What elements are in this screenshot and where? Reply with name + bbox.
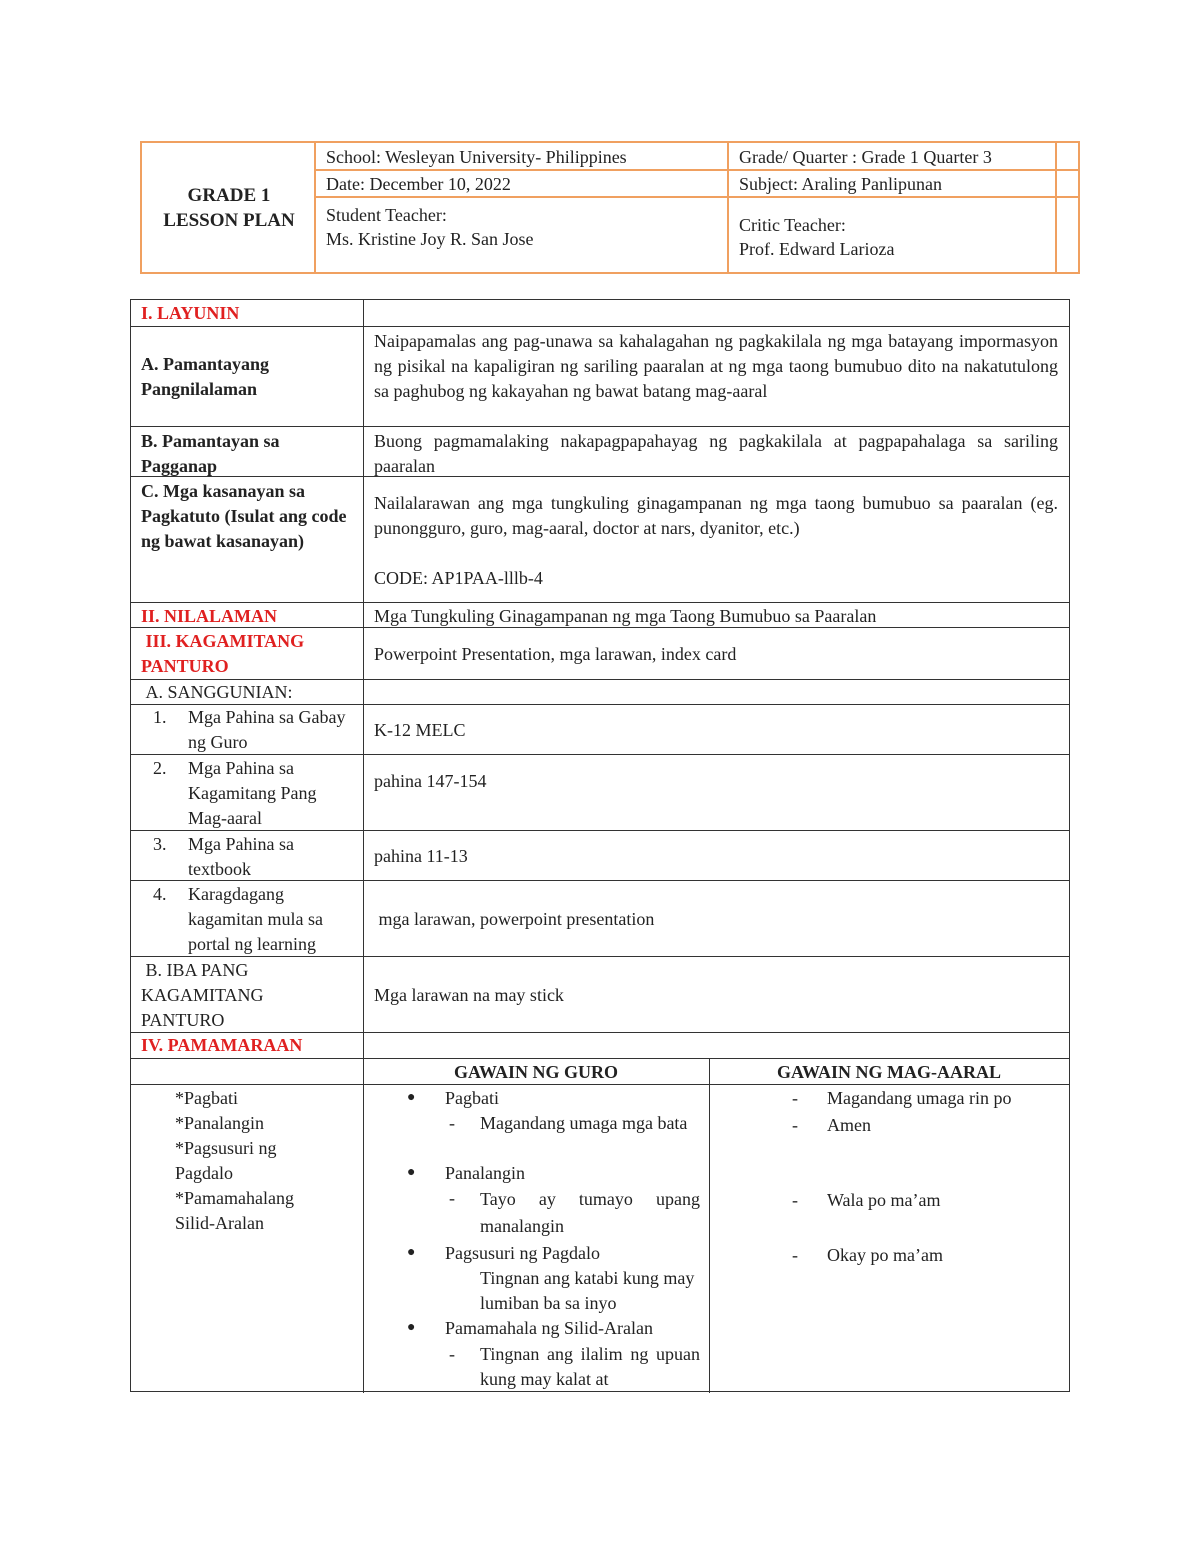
sanggunian-num-3: 3. — [153, 834, 167, 854]
mag-aaral-response: Wala po ma’am — [827, 1190, 941, 1210]
sanggunian-value-4: mga larawan, powerpoint presentation — [374, 909, 655, 929]
sanggunian-num-1: 1. — [153, 707, 167, 727]
guro-pagbati: Pagbati — [445, 1088, 499, 1108]
pamantayang-pangnilalaman-text: Naipapamalas ang pag-unawa sa kahalagahan ng pagkakilala ng mga batayang impormasyon ng pisikal na kapaligiran ng sariling paaralan at ng mga taong bumubuo dito na nakatutulong sa paghubog ng kakayahan ng bawat batang mag-aaral — [374, 331, 1058, 401]
guro-pagsusuri: Pagsusuri ng Pagdalo — [445, 1243, 600, 1263]
lesson-plan-title: GRADE 1 LESSON PLAN — [163, 184, 295, 231]
dash-icon: - — [792, 1088, 798, 1108]
bullet-icon: ● — [407, 1165, 416, 1180]
sanggunian-label-1: Mga Pahina sa Gabay ng Guro — [188, 707, 346, 752]
mag-aaral-response: Okay po ma’am — [827, 1245, 943, 1265]
date-field: Date: December 10, 2022 — [326, 174, 511, 194]
kasanayan-code: CODE: AP1PAA-lllb-4 — [374, 568, 543, 588]
layunin-heading: I. LAYUNIN — [141, 303, 240, 323]
sanggunian-num-4: 4. — [153, 884, 167, 904]
bullet-icon: ● — [407, 1245, 416, 1260]
dash-icon: - — [792, 1245, 798, 1265]
pamantayan-pagganap-text: Buong pagmamalaking nakapagpapahayag ng pagkakilala at pagpapahalaga sa sariling paaralan — [374, 431, 1058, 476]
critic-teacher-field: Critic Teacher: Prof. Edward Larioza — [739, 215, 895, 259]
sanggunian-num-2: 2. — [153, 758, 167, 778]
sanggunian-label-2: Mga Pahina sa Kagamitang Pang Mag-aaral — [188, 758, 317, 828]
sanggunian-label: A. SANGGUNIAN: — [145, 682, 293, 702]
kagamitan-text: Powerpoint Presentation, mga larawan, index card — [374, 644, 737, 664]
dash-icon: - — [792, 1190, 798, 1210]
sanggunian-value-2: pahina 147-154 — [374, 771, 487, 791]
gawain-mag-aaral-header: GAWAIN NG MAG-AARAL — [777, 1062, 1001, 1082]
mag-aaral-response: Amen — [827, 1115, 871, 1135]
bullet-icon: ● — [407, 1090, 416, 1105]
kasanayan-pagkatuto-text: Nailalarawan ang mga tungkuling ginagampanan ng mga taong bumubuo sa paaralan (eg. punongguro, guro, mag-aaral, doctor at nars, dyanitor, etc.) — [374, 493, 1058, 538]
subject-field: Subject: Araling Panlipunan — [739, 174, 942, 194]
lesson-plan-table — [130, 299, 1070, 1392]
sanggunian-value-3: pahina 11-13 — [374, 846, 468, 866]
kasanayan-pagkatuto-label: C. Mga kasanayan sa Pagkatuto (Isulat ang code ng bawat kasanayan) — [141, 481, 347, 551]
dash-icon: - — [449, 1188, 455, 1208]
mag-aaral-response: Magandang umaga rin po — [827, 1088, 1012, 1108]
iba-pang-kagamitan-value: Mga larawan na may stick — [374, 985, 564, 1005]
guro-panalangin: Panalangin — [445, 1163, 525, 1183]
guro-panalangin-sub: Tayo ay tumayo upang manalangin — [480, 1189, 700, 1236]
routine-item: *Pagbati — [175, 1088, 238, 1108]
routine-item: *Pagsusuri ng Pagdalo — [175, 1138, 277, 1183]
nilalaman-text: Mga Tungkuling Ginagampanan ng mga Taong Bumubuo sa Paaralan — [374, 606, 877, 626]
dash-icon: - — [792, 1115, 798, 1135]
routine-item: *Pamamahalang Silid-Aralan — [175, 1188, 294, 1233]
pamantayang-pangnilalaman-label: A. Pamantayang Pangnilalaman — [141, 354, 270, 399]
grade-quarter-field: Grade/ Quarter : Grade 1 Quarter 3 — [739, 147, 992, 167]
gawain-guro-header: GAWAIN NG GURO — [453, 1062, 618, 1082]
guro-pagsusuri-sub: Tingnan ang katabi kung may lumiban ba sa inyo — [480, 1268, 695, 1313]
school-field: School: Wesleyan University- Philippines — [326, 147, 627, 167]
pamantayan-pagganap-label: B. Pamantayan sa Pagganap — [141, 431, 280, 476]
dash-icon: - — [449, 1113, 455, 1133]
sanggunian-label-4: Karagdagang kagamitan mula sa portal ng learning — [188, 884, 323, 954]
kagamitan-heading: III. KAGAMITANG PANTURO — [141, 631, 305, 676]
iba-pang-kagamitan-label: B. IBA PANG KAGAMITANG PANTURO — [141, 960, 264, 1030]
pamamaraan-heading: IV. PAMAMARAAN — [141, 1035, 303, 1055]
dash-icon: - — [449, 1344, 455, 1364]
nilalaman-heading: II. NILALAMAN — [141, 606, 278, 626]
sanggunian-label-3: Mga Pahina sa textbook — [188, 834, 294, 879]
header-table — [140, 141, 1080, 274]
bullet-icon: ● — [407, 1320, 416, 1335]
student-teacher-field: Student Teacher: Ms. Kristine Joy R. San Jose — [326, 205, 534, 249]
sanggunian-value-1: K-12 MELC — [374, 720, 466, 740]
guro-pamamahala: Pamamahala ng Silid-Aralan — [445, 1318, 653, 1338]
guro-pamamahala-sub: Tingnan ang ilalim ng upuan kung may kalat at — [480, 1344, 700, 1389]
guro-pagbati-sub: Magandang umaga mga bata — [480, 1113, 688, 1133]
routine-item: *Panalangin — [175, 1113, 264, 1133]
